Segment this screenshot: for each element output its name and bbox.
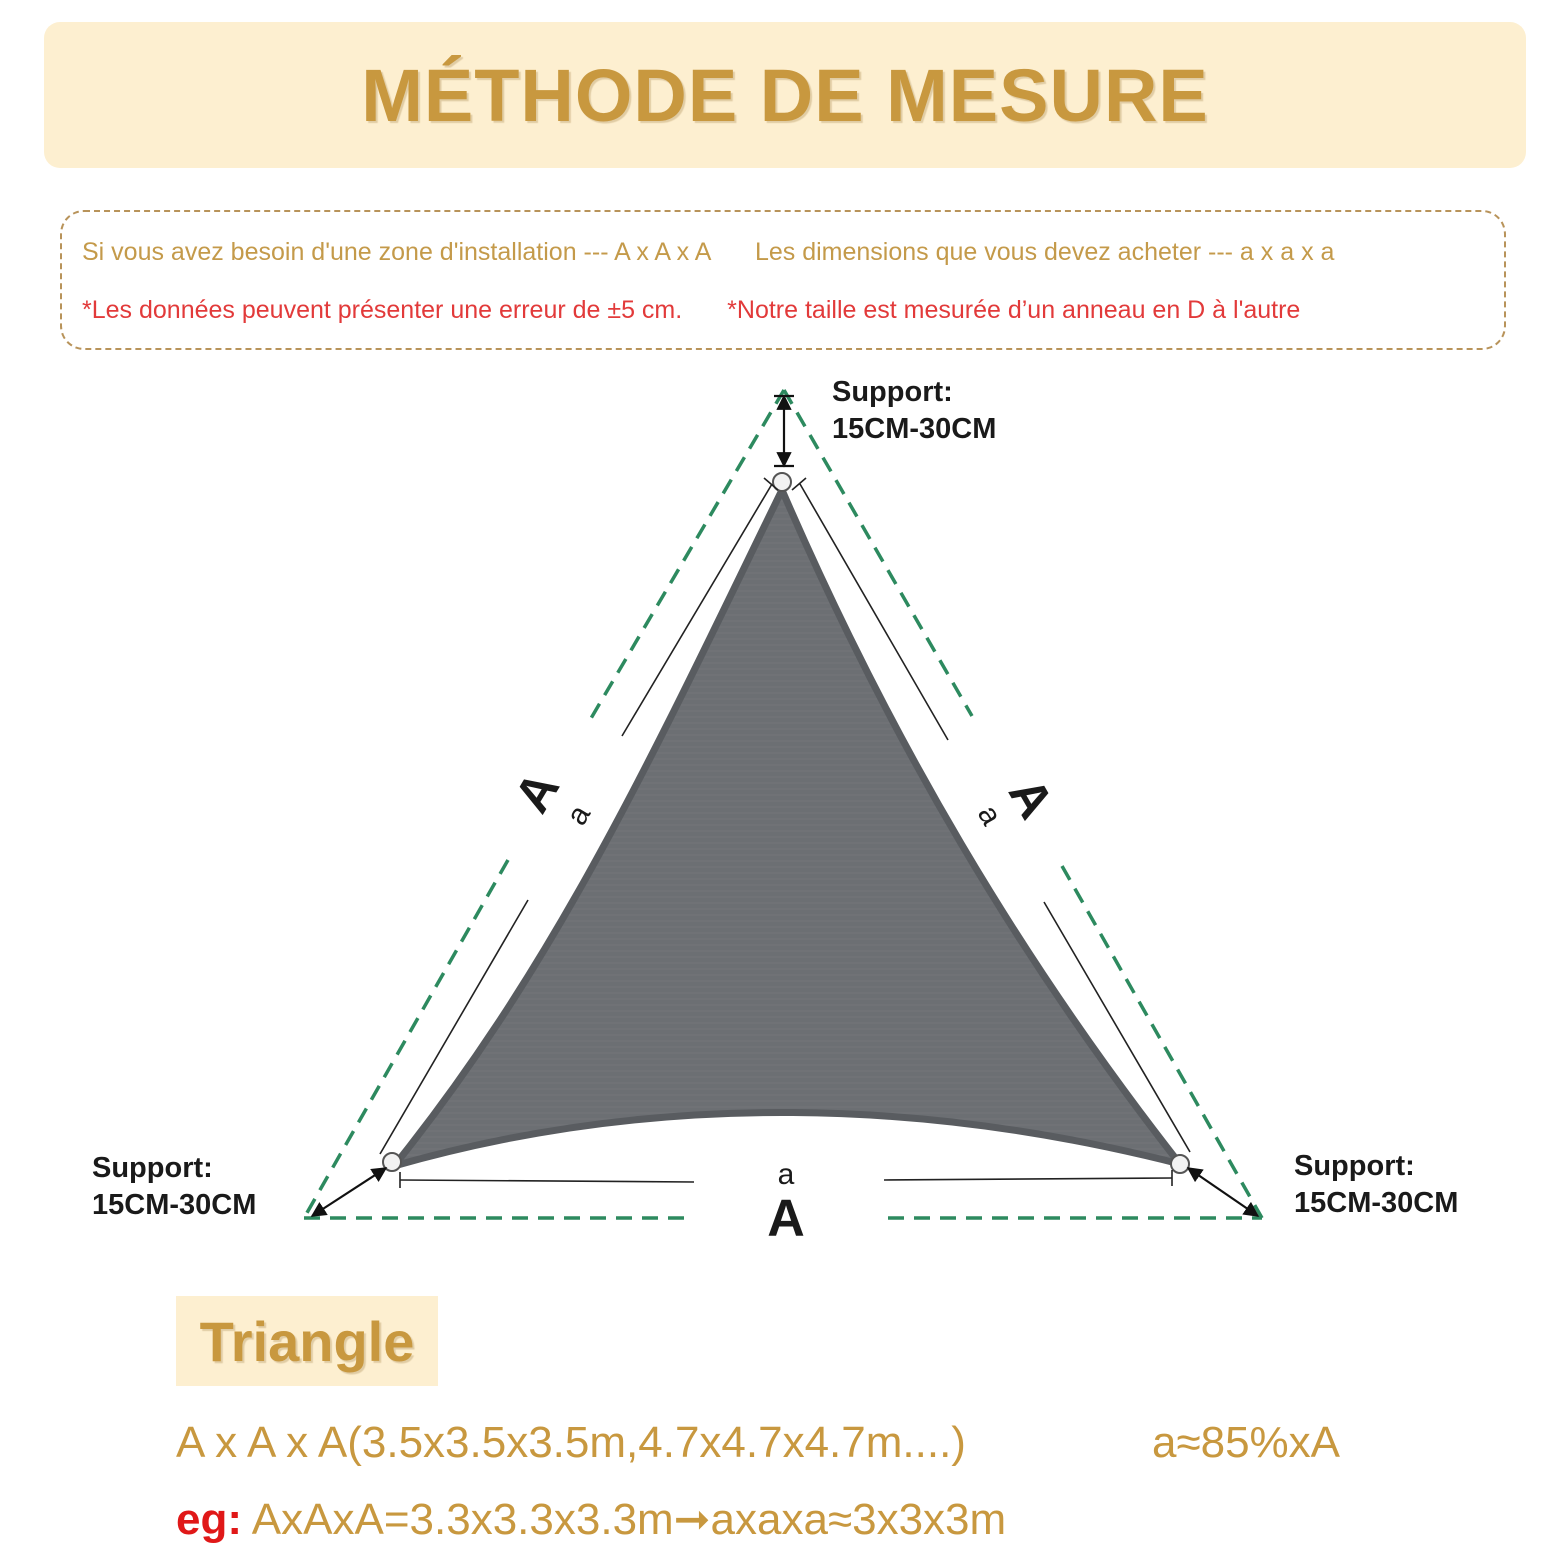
label-big-bottom: A (767, 1189, 805, 1248)
measure-note-text: *Notre taille est mesurée d’un anneau en D à l'autre (727, 296, 1301, 324)
d-ring-right (1171, 1155, 1189, 1173)
error-note-text: *Les données peuvent présenter une erreur de ±5 cm. (82, 296, 683, 324)
label-big-right: A (998, 768, 1065, 828)
label-small-left: a (560, 799, 598, 831)
install-zone-text: Si vous avez besoin d'une zone d'installation --- A x A x A (82, 238, 710, 266)
support-label-top: Support: 15CM-30CM (832, 376, 997, 445)
measure-bottom-right (884, 1178, 1172, 1180)
shape-name-chip (176, 1296, 438, 1386)
label-small-bottom: a (777, 1157, 795, 1191)
label-big-left: A (503, 762, 571, 822)
measure-bottom-left (400, 1180, 694, 1182)
support-arrow-left (312, 1168, 386, 1216)
example-label: eg: (176, 1495, 242, 1544)
purchase-dims-text: Les dimensions que vous devez acheter --- a x a x a (754, 238, 1335, 266)
support-label-right: Support: 15CM-30CM (1294, 1150, 1459, 1219)
example-line (176, 1494, 1006, 1545)
shade-sail (394, 490, 1180, 1166)
support-label-left: Support: 15CM-30CM (92, 1152, 257, 1221)
ratio-formula: a≈85%xA (1152, 1418, 1341, 1467)
example-text: AxAxA=3.3x3.3x3.3m➞axaxa≈3x3x3m (251, 1495, 1007, 1544)
shape-name: Triangle (199, 1309, 415, 1373)
page-title: MÉTHODE DE MESURE (361, 53, 1209, 137)
label-small-right: a (970, 799, 1008, 831)
size-formula: A x A x A(3.5x3.5x3.5m,4.7x4.7x4.7m....) (176, 1418, 966, 1467)
